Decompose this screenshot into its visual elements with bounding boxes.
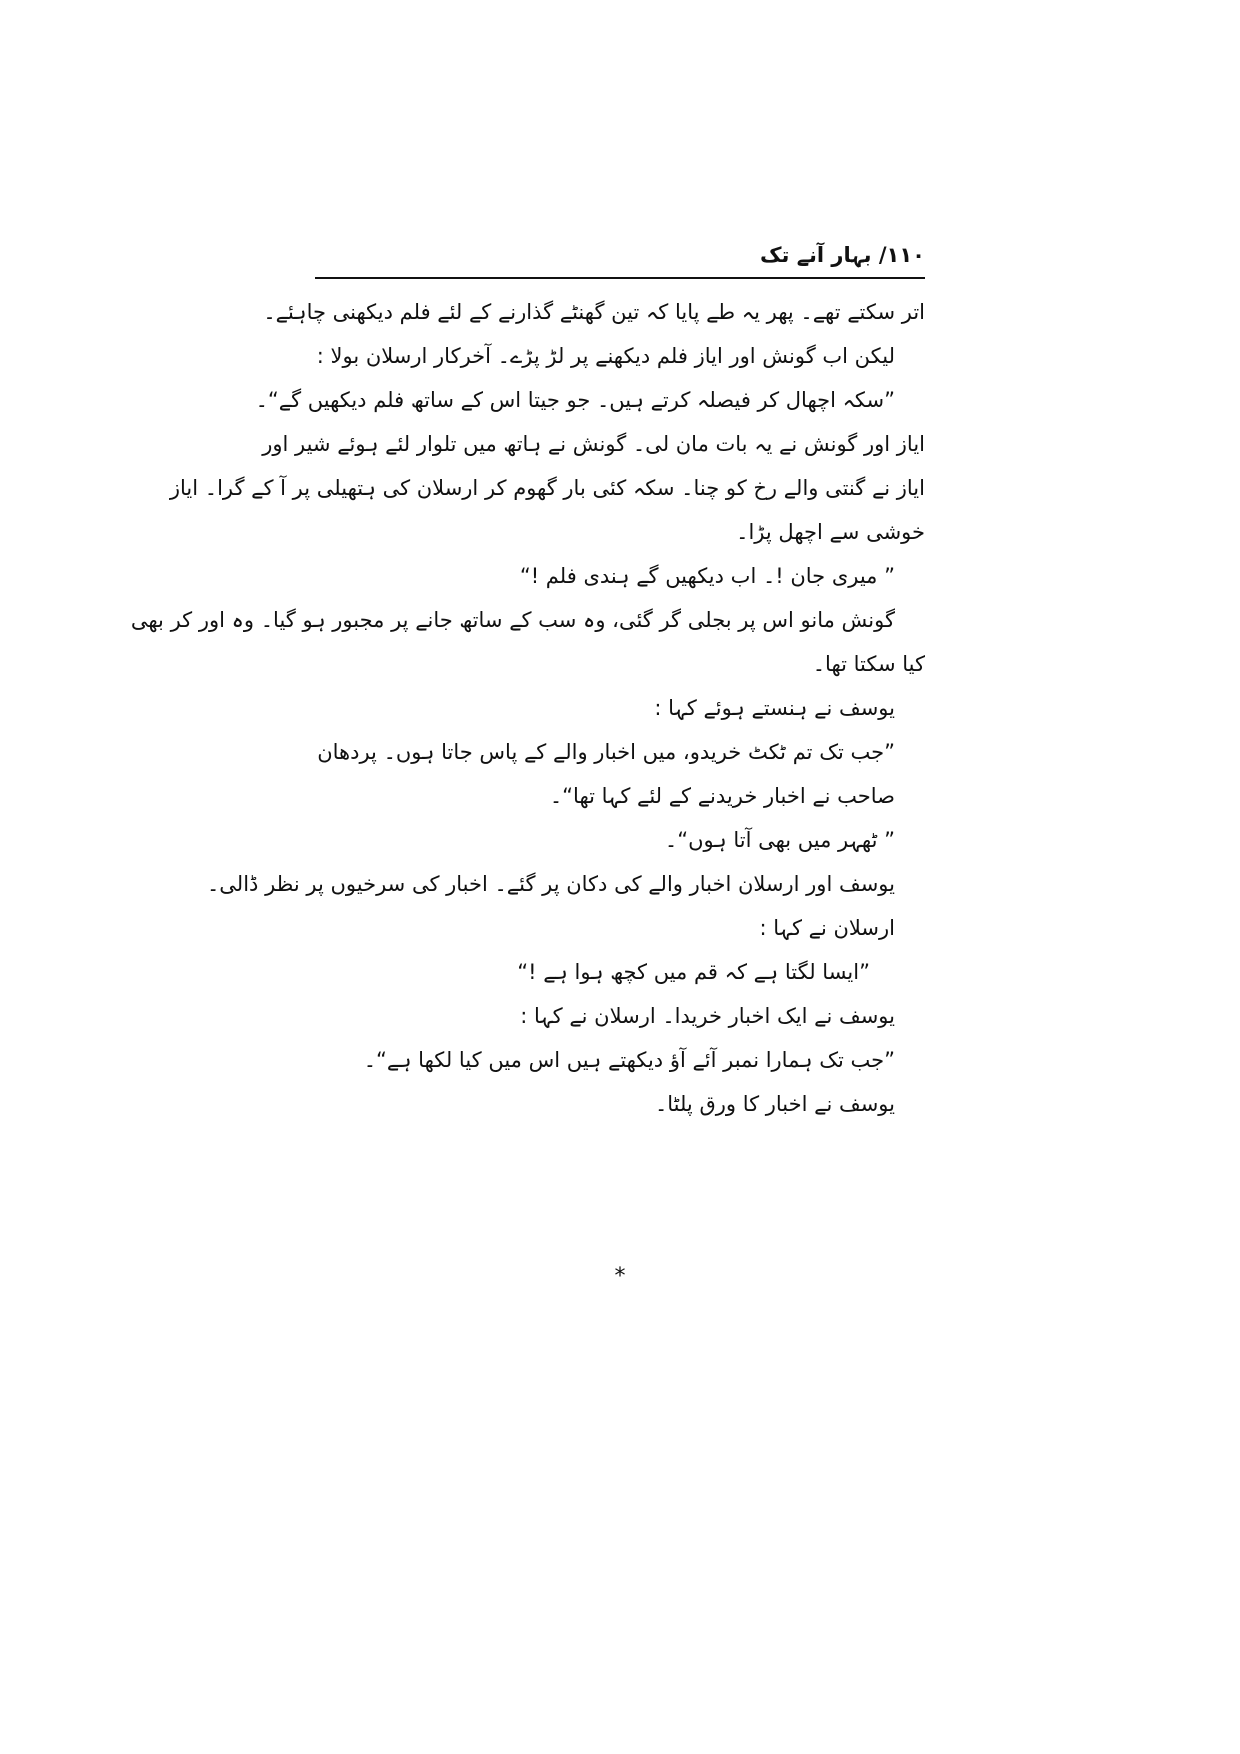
text-line: کیا سکتا تھا۔ <box>812 652 925 676</box>
text-line: ” میری جان !۔ اب دیکھیں گے ہندی فلم !“ <box>519 564 895 588</box>
text-line: صاحب نے اخبار خریدنے کے لئے کہا تھا“۔ <box>549 784 895 808</box>
text-line: یوسف نے ہنستے ہوئے کہا : <box>654 696 895 720</box>
text-line: یوسف نے اخبار کا ورق پلٹا۔ <box>654 1092 895 1116</box>
text-line: ایاز نے گنتی والے رخ کو چنا۔ سکہ کئی بار گھوم کر ارسلان کی ہتھیلی پر آ کے گرا۔ ایاز <box>169 476 925 500</box>
text-line: ” ٹھہر میں بھی آتا ہوں“۔ <box>664 828 895 852</box>
text-line: ”سکہ اچھال کر فیصلہ کرتے ہیں۔ جو جیتا اس کے ساتھ فلم دیکھیں گے“۔ <box>255 388 895 412</box>
text-line: ”جب تک ہمارا نمبر آئے آؤ دیکھتے ہیں اس میں کیا لکھا ہے“۔ <box>363 1048 895 1072</box>
text-line: یوسف نے ایک اخبار خریدا۔ ارسلان نے کہا : <box>520 1004 895 1028</box>
text-line: ”ایسا لگتا ہے کہ قم میں کچھ ہوا ہے !“ <box>517 960 870 984</box>
text-line: خوشی سے اچھل پڑا۔ <box>736 520 925 544</box>
text-line: اتر سکتے تھے۔ پھر یہ طے پایا کہ تین گھنٹے گذارنے کے لئے فلم دیکھنی چاہئے۔ <box>263 300 925 324</box>
header-rule <box>315 277 925 279</box>
text-line: لیکن اب گونش اور ایاز فلم دیکھنے پر لڑ پڑے۔ آخرکار ارسلان بولا : <box>316 344 895 368</box>
text-line: گونش مانو اس پر بجلی گر گئی، وہ سب کے ساتھ جانے پر مجبور ہو گیا۔ وہ اور کر بھی <box>130 608 895 632</box>
running-header: ۱۱۰/ بہار آنے تک <box>760 243 925 267</box>
text-line: ایاز اور گونش نے یہ بات مان لی۔ گونش نے ہاتھ میں تلوار لئے ہوئے شیر اور <box>262 432 925 456</box>
body-text <box>130 290 925 1126</box>
text-line: ارسلان نے کہا : <box>759 916 895 940</box>
section-end-asterisk: * <box>614 1264 626 1289</box>
text-line: ”جب تک تم ٹکٹ خریدو، میں اخبار والے کے پاس جاتا ہوں۔ پردھان <box>317 740 895 764</box>
text-line: یوسف اور ارسلان اخبار والے کی دکان پر گئے۔ اخبار کی سرخیوں پر نظر ڈالی۔ <box>207 872 895 896</box>
